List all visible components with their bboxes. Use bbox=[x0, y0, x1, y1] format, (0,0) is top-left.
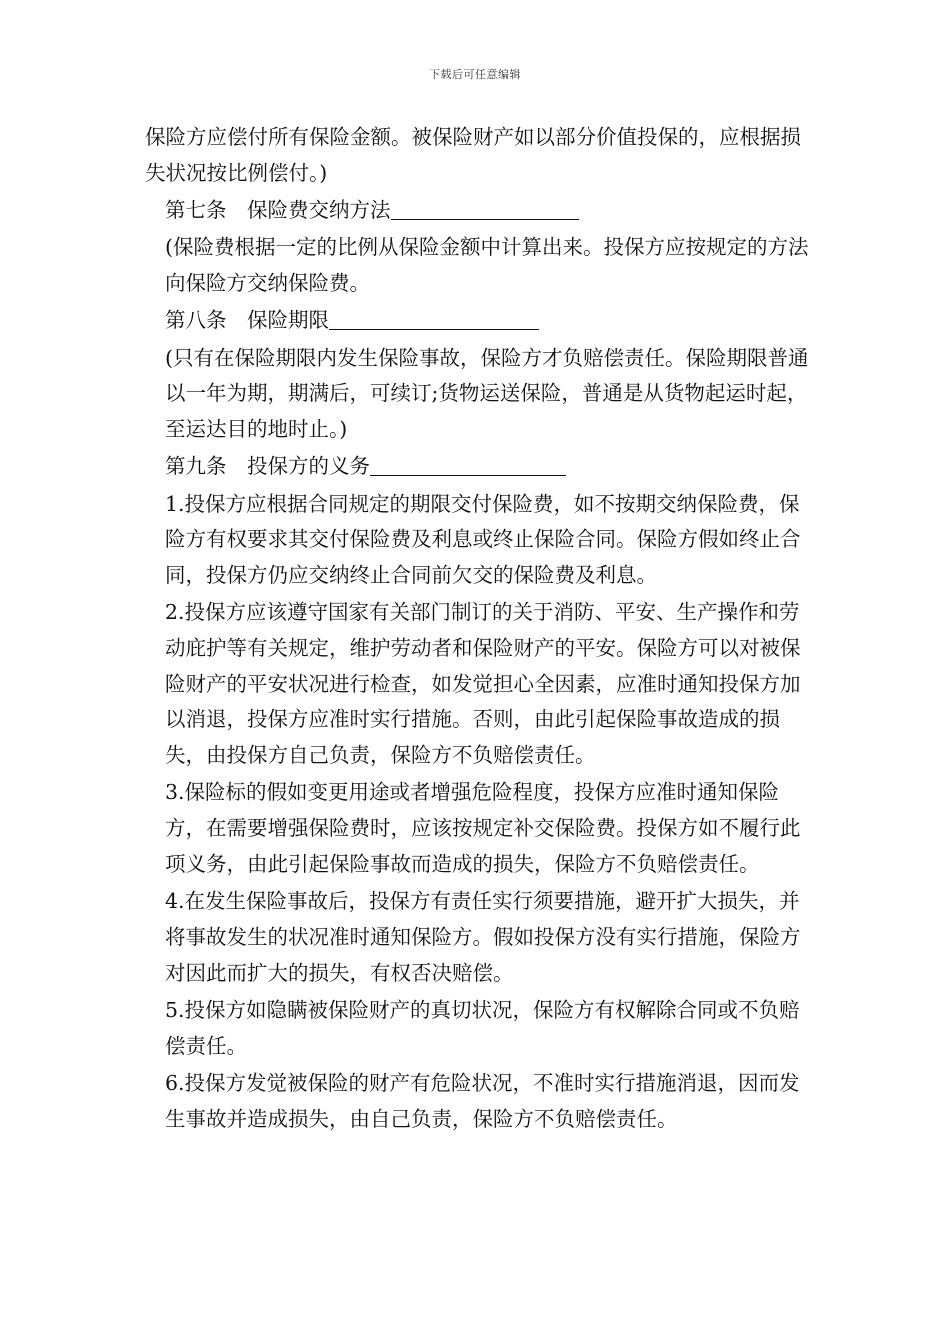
obligation-item-5: 5.投保方如隐瞒被保险财产的真切状况，保险方有权解除合同或不负赔偿责任。 bbox=[165, 997, 800, 1058]
article-8-label: 第八条 保险期限 bbox=[165, 308, 329, 333]
obligation-item-4: 4.在发生保险事故后，投保方有责任实行须要措施，避开扩大损失，并将事故发生的状况准时通知保险方。假如投保方没有实行措施，保险方对因此而扩大的损失，有权否决赔偿。 bbox=[165, 889, 801, 985]
paragraph-compensation-end: 保险方应偿付所有保险金额。被保险财产如以部分价值投保的，应根据损失状况按比例偿付。) bbox=[145, 125, 801, 185]
paragraph-premium-note: (保险费根据一定的比例从保险金额中计算出来。投保方应按规定的方法向保险方交纳保险费。 bbox=[165, 235, 809, 295]
obligation-item-3: 3.保险标的假如变更用途或者增强危险程度，投保方应准时通知保险方，在需要增强保险费时，应该按规定补交保险费。投保方如不履行此项义务，由此引起保险事故而造成的损失，保险方不负赔偿责任。 bbox=[165, 780, 801, 876]
article-7-label: 第七条 保险费交纳方法 bbox=[165, 198, 391, 222]
obligation-item-1: 1.投保方应根据合同规定的期限交付保险费，如不按期交纳保险费，保险方有权要求其交付保险费及利息或终止保险合同。保险方假如终止合同，投保方仍应交纳终止合同前欠交的保险费及利息。 bbox=[165, 491, 801, 587]
article-7-heading bbox=[145, 193, 810, 229]
article-9-heading bbox=[145, 449, 810, 485]
article-8-blank-line[interactable] bbox=[329, 307, 539, 330]
article-9-blank-line[interactable] bbox=[370, 453, 566, 476]
obligation-item-2: 2.投保方应该遵守国家有关部门制订的关于消防、平安、生产操作和劳动庇护等有关规定，维护劳动者和保险财产的平安。保险方可以对被保险财产的平安状况进行检查，如发觉担心全因素，应准时通知投保方加以消退，投保方应准时实行措施。否则，由此引起保险事故造成的损失，由投保方自己负责，保险方不负赔偿责任。 bbox=[165, 600, 801, 768]
obligation-item-6: 6.投保方发觉被保险的财产有危险状况，不准时实行措施消退，因而发生事故并造成损失，由自己负责，保险方不负赔偿责任。 bbox=[165, 1070, 800, 1131]
article-8-heading bbox=[145, 303, 810, 339]
paragraph-term-note: (只有在保险期限内发生保险事故，保险方才负赔偿责任。保险期限普通以一年为期，期满后，可续订;货物运送保险，普通是从货物起运时起，至运达目的地时止。) bbox=[165, 345, 809, 441]
article-9-label: 第九条 投保方的义务 bbox=[165, 454, 370, 479]
page-header: 下载后可任意编辑 bbox=[429, 68, 521, 81]
article-7-blank-line[interactable] bbox=[391, 197, 579, 220]
document-body bbox=[145, 120, 810, 1139]
